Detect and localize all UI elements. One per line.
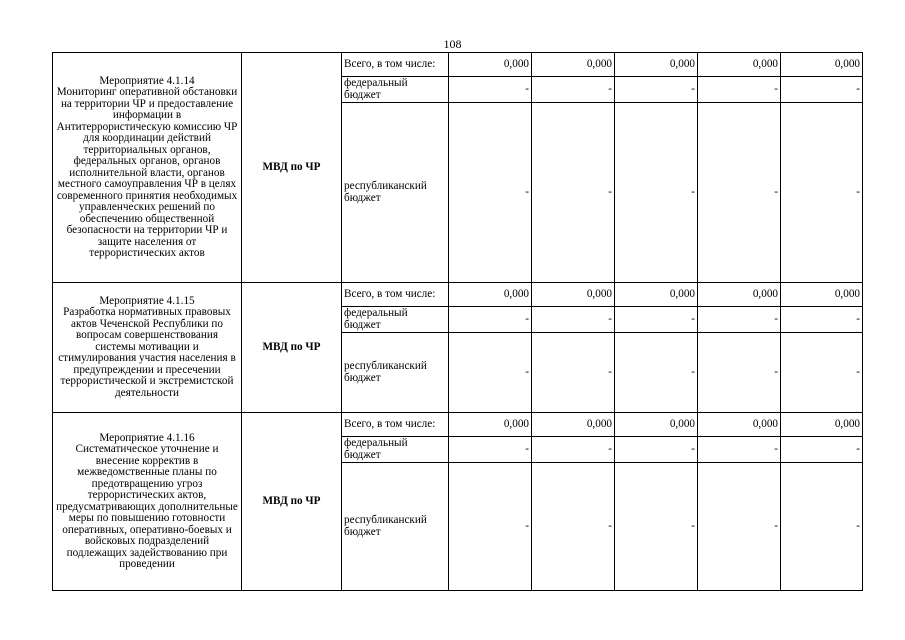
funding-source-label: федеральный бюджет [342,307,449,333]
value-cell: 0,000 [449,413,532,437]
value-cell: - [698,77,781,103]
value-cell: - [615,437,698,463]
value-cell: 0,000 [615,413,698,437]
funding-source-label: федеральный бюджет [342,437,449,463]
value-cell: 0,000 [532,283,615,307]
funding-source-label: республиканский бюджет [342,103,449,283]
value-cell: 0,000 [615,53,698,77]
value-cell: - [781,333,863,413]
funding-source-label: республиканский бюджет [342,463,449,591]
value-cell: - [449,77,532,103]
funding-source-label: Всего, в том числе: [342,413,449,437]
value-cell: - [615,103,698,283]
table-row [53,53,863,77]
value-cell: - [698,307,781,333]
value-cell: - [615,463,698,591]
value-cell: - [449,307,532,333]
value-cell: - [698,463,781,591]
value-cell: - [698,103,781,283]
value-cell: - [615,333,698,413]
value-cell: - [615,77,698,103]
page-number: 108 [443,37,462,51]
funding-source-label: Всего, в том числе: [342,283,449,307]
value-cell: 0,000 [449,53,532,77]
table-row [53,413,863,437]
value-cell: 0,000 [781,53,863,77]
value-cell: 0,000 [781,283,863,307]
value-cell: - [532,333,615,413]
executor-cell: МВД по ЧР [242,53,342,283]
table-row [53,283,863,307]
budget-table [52,52,863,591]
executor-cell: МВД по ЧР [242,413,342,591]
value-cell: - [449,437,532,463]
value-cell: - [698,437,781,463]
value-cell: - [781,307,863,333]
value-cell: - [532,77,615,103]
value-cell: - [781,103,863,283]
value-cell: - [781,463,863,591]
funding-source-label: Всего, в том числе: [342,53,449,77]
value-cell: - [615,307,698,333]
measure-description: Мероприятие 4.1.14 Мониторинг оперативной обстановки на территории ЧР и предоставление информации в Антитеррористическую комиссию ЧР для координации действий территориальных органов, федеральных органов, органов исполнительной власти, органов местного самоуправления ЧР в целях современного принятия необходимых управленческих решений по обеспечению общественной безопасности на территории ЧР и защите населения от террористических актов [53,53,242,283]
value-cell: - [449,333,532,413]
value-cell: - [532,307,615,333]
value-cell: - [781,437,863,463]
value-cell: 0,000 [615,283,698,307]
value-cell: 0,000 [449,283,532,307]
value-cell: - [532,463,615,591]
value-cell: 0,000 [532,53,615,77]
value-cell: 0,000 [781,413,863,437]
value-cell: 0,000 [698,413,781,437]
funding-source-label: федеральный бюджет [342,77,449,103]
measure-description: Мероприятие 4.1.16 Систематическое уточнение и внесение корректив в межведомственные планы по предотвращению угроз террористических актов, предусматривающих дополнительные меры по повышению готовности оперативных, оперативно-боевых и войсковых подразделений подлежащих задействованию при проведении [53,413,242,591]
value-cell: 0,000 [698,283,781,307]
value-cell: - [532,103,615,283]
value-cell: 0,000 [532,413,615,437]
measure-description: Мероприятие 4.1.15 Разработка нормативных правовых актов Чеченской Республики по вопросам совершенствования системы мотивации и стимулирования участия населения в предупреждении и пресечении террористической и экстремистской деятельности [53,283,242,413]
value-cell: - [449,103,532,283]
funding-source-label: республиканский бюджет [342,333,449,413]
value-cell: - [449,463,532,591]
value-cell: - [781,77,863,103]
executor-cell: МВД по ЧР [242,283,342,413]
value-cell: - [532,437,615,463]
value-cell: - [698,333,781,413]
value-cell: 0,000 [698,53,781,77]
